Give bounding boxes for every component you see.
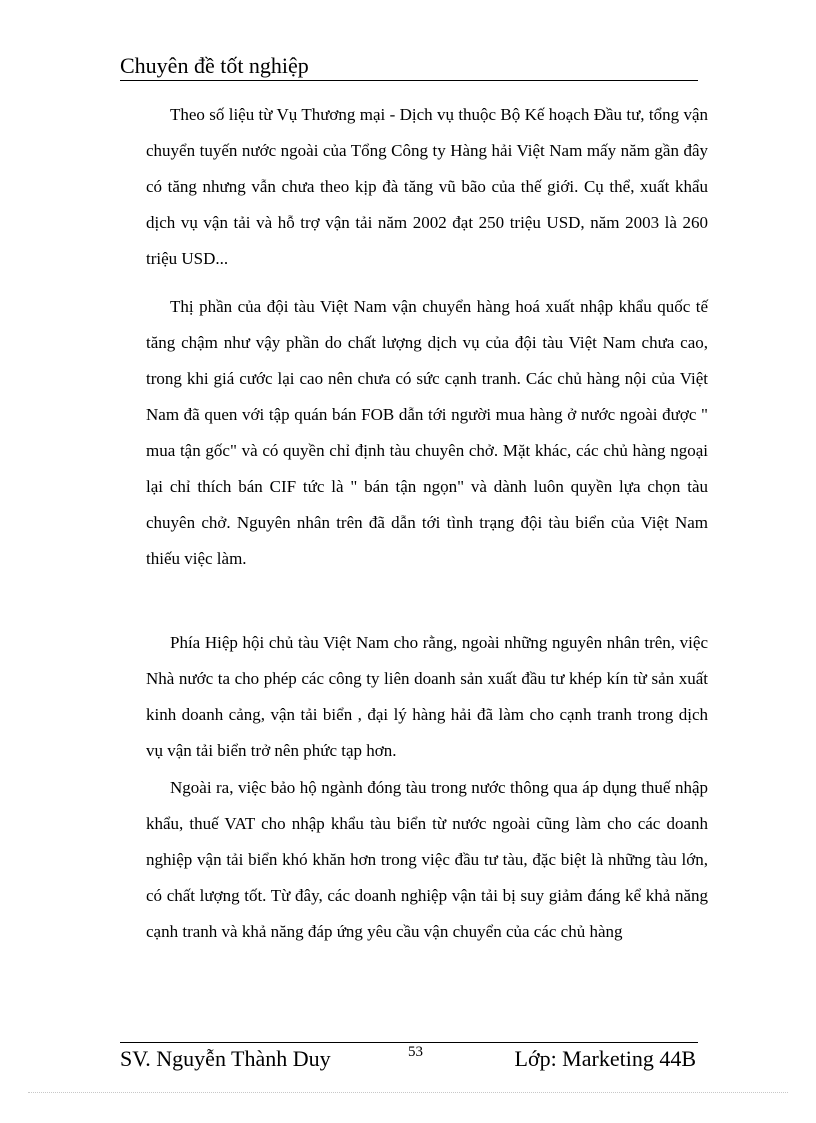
footer-class-label: Lớp: Marketing 44B: [514, 1046, 696, 1071]
paragraph-2: Thị phần của đội tàu Việt Nam vận chuyển hàng hoá xuất nhập khẩu quốc tế tăng chậm như vậy phần do chất lượng dịch vụ của đội tàu Việt Nam chưa cao, trong khi giá cước lại cao nên chưa có sức cạnh tranh. Các chủ hàng nội của Việt Nam đã quen với tập quán bán FOB dẫn tới người mua hàng ở nước ngoài được " mua tận gốc" và có quyền chỉ định tàu chuyên chở. Mặt khác, các chủ hàng ngoại lại chỉ thích bán CIF tức là " bán tận ngọn" và dành luôn quyền lựa chọn tàu chuyên chở. Nguyên nhân trên đã dẫn tới tình trạng đội tàu biển của Việt Nam thiếu việc làm.: [146, 297, 708, 568]
page-bottom-dotted-edge: [28, 1092, 788, 1093]
header-divider: [120, 80, 698, 81]
page-number: 53: [408, 1044, 423, 1060]
page-header-title: Chuyên đề tốt nghiệp: [120, 53, 309, 78]
footer-student-name: SV. Nguyễn Thành Duy: [120, 1046, 331, 1071]
paragraph-1: Theo số liệu từ Vụ Thương mại - Dịch vụ thuộc Bộ Kế hoạch Đầu tư, tổng vận chuyển tuyến nước ngoài của Tổng Công ty Hàng hải Việt Nam mấy năm gần đây có tăng nhưng vẫn chưa theo kịp đà tăng vũ bão của thế giới. Cụ thể, xuất khẩu dịch vụ vận tải và hỗ trợ vận tải năm 2002 đạt 250 triệu USD, năm 2003 là 260 triệu USD...: [146, 105, 708, 268]
paragraph-4: Ngoài ra, việc bảo hộ ngành đóng tàu trong nước thông qua áp dụng thuế nhập khẩu, thuế VAT cho nhập khẩu tàu biển từ nước ngoài cũng làm cho các doanh nghiệp vận tải biển khó khăn hơn trong việc đầu tư tàu, đặc biệt là những tàu lớn, có chất lượng tốt. Từ đây, các doanh nghiệp vận tải bị suy giảm đáng kể khả năng cạnh tranh và khả năng đáp ứng yêu cầu vận chuyển của các chủ hàng: [146, 778, 708, 941]
paragraph-3: Phía Hiệp hội chủ tàu Việt Nam cho rằng, ngoài những nguyên nhân trên, việc Nhà nước ta cho phép các công ty liên doanh sản xuất đầu tư khép kín từ sản xuất kinh doanh cảng, vận tải biển , đại lý hàng hải đã làm cho cạnh tranh trong dịch vụ vận tải biển trở nên phức tạp hơn.: [146, 633, 708, 760]
